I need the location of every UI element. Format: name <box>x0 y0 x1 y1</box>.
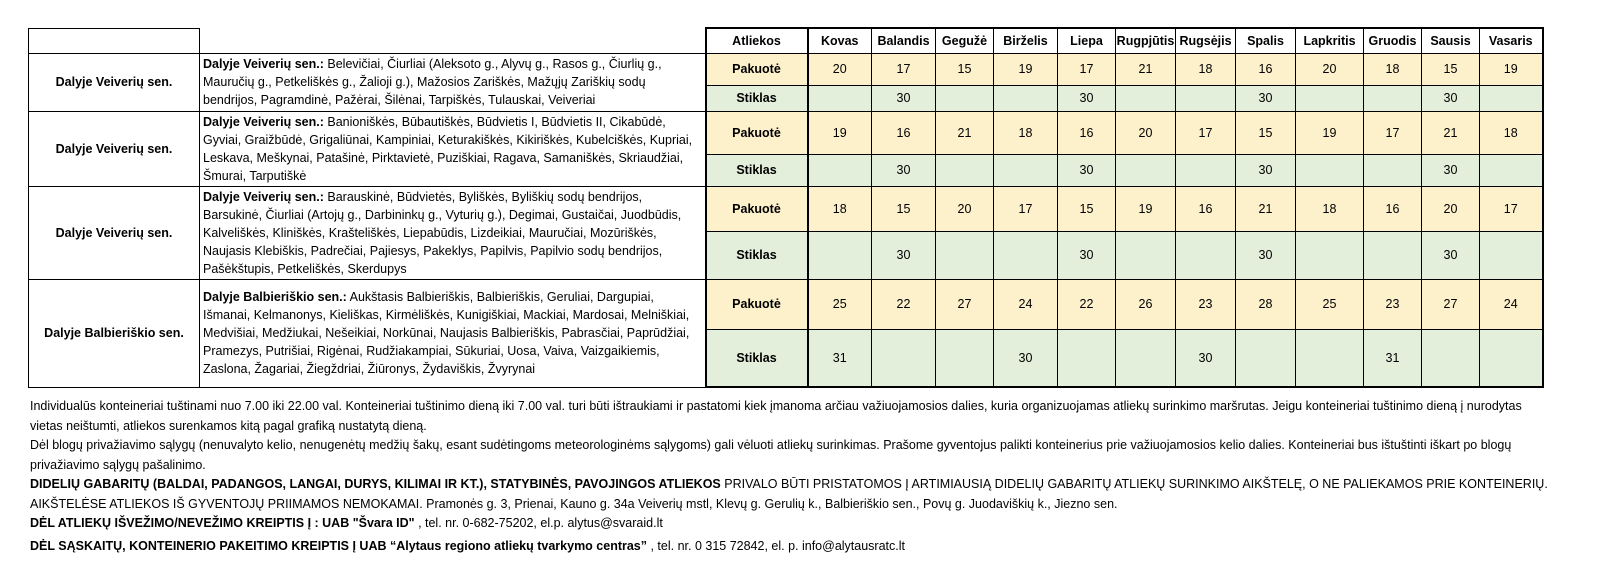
collection-day-cell <box>1296 154 1364 186</box>
collection-day-cell: 27 <box>936 279 994 329</box>
collection-day-cell <box>872 329 936 387</box>
collection-day-cell: 30 <box>872 154 936 186</box>
note-contact-svara <box>30 514 1550 534</box>
packaging-row <box>29 279 1543 329</box>
collection-day-cell: 15 <box>1422 53 1480 85</box>
collection-day-cell: 30 <box>872 232 936 279</box>
collection-day-cell: 19 <box>1480 53 1543 85</box>
collection-day-cell: 20 <box>808 53 872 85</box>
collection-day-cell: 20 <box>936 186 994 232</box>
collection-day-cell: 17 <box>1176 111 1236 154</box>
village-list <box>200 53 706 111</box>
collection-day-cell: 19 <box>1116 186 1176 232</box>
collection-day-cell <box>1176 85 1236 111</box>
note-contact-ratc-text: , tel. nr. 0 315 72842, el. p. info@alytausratc.lt <box>647 538 905 553</box>
collection-day-cell: 17 <box>872 53 936 85</box>
collection-day-cell <box>1176 154 1236 186</box>
month-header: Birželis <box>994 28 1058 53</box>
collection-day-cell: 18 <box>1364 53 1422 85</box>
collection-day-cell: 30 <box>994 329 1058 387</box>
collection-day-cell: 30 <box>1058 232 1116 279</box>
collection-day-cell <box>1480 329 1543 387</box>
collection-day-cell: 15 <box>1236 111 1296 154</box>
collection-day-cell: 30 <box>1422 154 1480 186</box>
collection-day-cell: 16 <box>1236 53 1296 85</box>
collection-day-cell: 21 <box>936 111 994 154</box>
blank-header-cell <box>200 28 706 53</box>
month-header: Lapkritis <box>1296 28 1364 53</box>
collection-day-cell: 16 <box>872 111 936 154</box>
collection-day-cell: 17 <box>994 186 1058 232</box>
collection-day-cell: 16 <box>1364 186 1422 232</box>
collection-day-cell <box>1236 329 1296 387</box>
collection-day-cell: 28 <box>1236 279 1296 329</box>
collection-day-cell <box>1296 85 1364 111</box>
village-list-text: Barauskinė, Būdvietės, Byliškės, Byliškių sodų bendrijos, Barsukinė, Čiurliai (Artojų g., Darbininkų g., Vyturių g.), Degimai, Gustaičai, Juodbūdis, Kalveliškės, Kliniškės, Krašteliškės, Liepabūdis, Lizdeikiai, Mauručiai, Mozūriškės, Naujasis Klebiškis, Padrečiai, Pajiesys, Pakeklys, Papilvis, Papilvio sodų bendrijos, Pašėkštupis, Petkeliškės, Skerdupys <box>203 189 682 276</box>
collection-day-cell: 18 <box>1176 53 1236 85</box>
collection-day-cell <box>1364 154 1422 186</box>
collection-day-cell: 15 <box>936 53 994 85</box>
note-bulky-waste <box>30 475 1550 514</box>
collection-day-cell <box>1364 85 1422 111</box>
notes-section <box>30 397 1550 556</box>
collection-day-cell: 25 <box>808 279 872 329</box>
collection-day-cell: 20 <box>1116 111 1176 154</box>
collection-day-cell <box>1116 232 1176 279</box>
collection-day-cell: 17 <box>1058 53 1116 85</box>
collection-day-cell <box>1058 329 1116 387</box>
collection-day-cell <box>1116 329 1176 387</box>
collection-day-cell: 19 <box>994 53 1058 85</box>
note-contact-svara-heading: DĖL ATLIEKŲ IŠVEŽIMO/NEVEŽIMO KREIPTIS Į : UAB "Švara ID" <box>30 516 415 530</box>
collection-day-cell <box>936 154 994 186</box>
collection-day-cell <box>936 232 994 279</box>
collection-day-cell: 26 <box>1116 279 1176 329</box>
month-header: Spalis <box>1236 28 1296 53</box>
collection-day-cell: 30 <box>1422 85 1480 111</box>
waste-type-label: Pakuotė <box>706 111 808 154</box>
village-list-prefix: Dalyje Veiverių sen.: <box>203 114 324 129</box>
collection-day-cell: 21 <box>1236 186 1296 232</box>
month-header: Liepa <box>1058 28 1116 53</box>
collection-day-cell: 30 <box>1058 154 1116 186</box>
collection-day-cell: 24 <box>994 279 1058 329</box>
month-header: Balandis <box>872 28 936 53</box>
collection-day-cell: 30 <box>1236 232 1296 279</box>
collection-schedule-table <box>28 27 1544 388</box>
note-contact-svara-text: , tel. nr. 0-682-75202, el.p. alytus@svaraid.lt <box>414 516 663 530</box>
collection-day-cell: 18 <box>994 111 1058 154</box>
collection-day-cell <box>1364 232 1422 279</box>
waste-type-label: Stiklas <box>706 85 808 111</box>
area-name: Dalyje Veiverių sen. <box>29 186 200 279</box>
packaging-row <box>29 186 1543 232</box>
collection-day-cell <box>994 85 1058 111</box>
collection-day-cell: 23 <box>1176 279 1236 329</box>
waste-type-label: Stiklas <box>706 232 808 279</box>
collection-day-cell <box>1296 232 1364 279</box>
collection-day-cell: 30 <box>1176 329 1236 387</box>
collection-day-cell: 30 <box>1058 85 1116 111</box>
collection-day-cell <box>1422 329 1480 387</box>
collection-day-cell: 22 <box>1058 279 1116 329</box>
month-header: Rugpjūtis <box>1116 28 1176 53</box>
collection-day-cell <box>1480 85 1543 111</box>
month-header: Rugsėjis <box>1176 28 1236 53</box>
waste-type-header: Atliekos <box>706 28 808 53</box>
collection-day-cell <box>808 232 872 279</box>
collection-day-cell: 20 <box>1296 53 1364 85</box>
collection-day-cell: 21 <box>1116 53 1176 85</box>
village-list <box>200 279 706 387</box>
collection-day-cell: 27 <box>1422 279 1480 329</box>
collection-day-cell: 23 <box>1364 279 1422 329</box>
village-list-prefix: Dalyje Veiverių sen.: <box>203 189 324 204</box>
note-bulky-waste-text: PRIVALO BŪTI PRISTATOMOS Į ARTIMIAUSIĄ DIDELIŲ GABARITŲ ATLIEKŲ SURINKIMO AIKŠTELĘ, O NE PALIEKAMOS PRIE KONTEINERIŲ. AIKŠTELĖSE ATLIEKOS IŠ GYVENTOJŲ PRIIMAMOS NEMOKAMAI. Pramonės g. 3, Prienai, Kauno g. 34a Veiverių mstl, Klevų g. Gerulių k., Balbieriškio sen., Povų g. Juodaviškių k., Jiezno sen. <box>30 477 1548 511</box>
collection-day-cell <box>1296 329 1364 387</box>
collection-day-cell: 18 <box>808 186 872 232</box>
village-list-text: Belevičiai, Čiurliai (Aleksoto g., Alyvų g., Rasos g., Čiurlių g., Mauručių g., Petkeliškės g., Žalioji g.), Mažosios Zariškės, Mažųjų Zariškių sodų bendrijos, Pagramdinė, Pažėrai, Šilėnai, Tarpiškės, Tulauskai, Veiveriai <box>203 57 662 107</box>
waste-type-label: Pakuotė <box>706 279 808 329</box>
collection-day-cell: 30 <box>1236 154 1296 186</box>
note-access-conditions: Dėl blogų privažiavimo sąlygų (nenuvalyto kelio, nenugenėtų medžių šakų, esant sudėtingoms meteorologinėms sąlygoms) gali vėluoti atliekų surinkimas. Prašome gyventojus palikti konteinerius prie važiuojamosios kelio dalies. Konteineriai bus ištuštinti iškart po blogų privažiavimo sąlygų pašalinimo. <box>30 438 1512 472</box>
collection-day-cell <box>1116 85 1176 111</box>
collection-day-cell: 31 <box>1364 329 1422 387</box>
village-list-prefix: Dalyje Balbieriškio sen.: <box>203 290 347 304</box>
village-list-prefix: Dalyje Veiverių sen.: <box>203 57 324 71</box>
collection-day-cell: 16 <box>1058 111 1116 154</box>
collection-day-cell <box>994 232 1058 279</box>
collection-day-cell: 30 <box>1422 232 1480 279</box>
area-name: Dalyje Veiverių sen. <box>29 53 200 111</box>
packaging-row <box>29 111 1543 154</box>
waste-type-label: Pakuotė <box>706 186 808 232</box>
collection-day-cell <box>1480 232 1543 279</box>
month-header: Sausis <box>1422 28 1480 53</box>
collection-day-cell: 21 <box>1422 111 1480 154</box>
blank-header-cell <box>29 28 200 53</box>
collection-day-cell: 20 <box>1422 186 1480 232</box>
area-name: Dalyje Balbieriškio sen. <box>29 279 200 387</box>
village-list-text: Banioniškės, Būbautiškės, Būdvietis I, Būdvietis II, Cikabūdė, Gyviai, Graižbūdė, Grigaliūnai, Kampiniai, Keturakiškės, Kikiriškės, Kubelciškės, Kupriai, Leskava, Meškynai, Patašinė, Pirktavietė, Puziškiai, Ragava, Samaniškės, Skriaudžiai, Šmurai, Tarputiškė <box>203 114 693 183</box>
waste-type-label: Stiklas <box>706 154 808 186</box>
waste-type-label: Stiklas <box>706 329 808 387</box>
collection-day-cell: 18 <box>1296 186 1364 232</box>
collection-day-cell: 17 <box>1480 186 1543 232</box>
month-header: Gruodis <box>1364 28 1422 53</box>
collection-day-cell: 16 <box>1176 186 1236 232</box>
note-bulky-waste-heading: DIDELIŲ GABARITŲ (BALDAI, PADANGOS, LANGAI, DURYS, KILIMAI IR KT.), STATYBINĖS, PAVOJINGOS ATLIEKOS <box>30 477 721 491</box>
village-list <box>200 111 706 186</box>
collection-day-cell: 30 <box>1236 85 1296 111</box>
waste-type-label: Pakuotė <box>706 53 808 85</box>
collection-day-cell: 24 <box>1480 279 1543 329</box>
collection-day-cell <box>808 85 872 111</box>
collection-day-cell <box>1116 154 1176 186</box>
collection-day-cell: 25 <box>1296 279 1364 329</box>
collection-day-cell <box>1480 154 1543 186</box>
collection-day-cell: 19 <box>1296 111 1364 154</box>
month-header: Vasaris <box>1480 28 1543 53</box>
collection-day-cell: 15 <box>1058 186 1116 232</box>
packaging-row <box>29 53 1543 85</box>
collection-day-cell: 17 <box>1364 111 1422 154</box>
collection-day-cell: 15 <box>872 186 936 232</box>
collection-day-cell: 30 <box>872 85 936 111</box>
collection-day-cell <box>1176 232 1236 279</box>
table-header-row <box>29 28 1543 53</box>
note-container-hours: Individualūs konteineriai tuštinami nuo 7.00 iki 22.00 val. Konteineriai tuštinimo dieną iki 7.00 val. turi būti ištraukiami ir pastatomi kiek įmanoma arčiau važiuojamosios dalies, kuria organizuojamas atliekų surinkimo maršrutas. Jeigu konteineriai tuštinimo dieną į nurodytas vietas neištumti, atliekos surenkamos kitą pagal grafiką nustatytą dieną. <box>30 399 1522 433</box>
collection-day-cell: 31 <box>808 329 872 387</box>
village-list-text: Aukštasis Balbieriškis, Balbieriškis, Geruliai, Dargupiai, Išmanai, Kelmanonys, Kieliškas, Kirmėliškės, Kunigiškiai, Mackiai, Mardosai, Melniškiai, Medvišiai, Medžiukai, Nešeikiai, Norkūnai, Naujasis Balbieriškis, Pabrasčiai, Paprūdžiai, Pramezys, Putrišiai, Rigėnai, Rudžiakampiai, Sūkuriai, Uosa, Vaiva, Vaizgaikiemis, Zaslona, Žagariai, Žiegždriai, Žiūronys, Žydaviškis, Žvyrynai <box>203 290 690 376</box>
area-name: Dalyje Veiverių sen. <box>29 111 200 186</box>
month-header: Gegužė <box>936 28 994 53</box>
collection-day-cell <box>936 85 994 111</box>
collection-day-cell: 18 <box>1480 111 1543 154</box>
village-list <box>200 186 706 279</box>
month-header: Kovas <box>808 28 872 53</box>
collection-day-cell <box>994 154 1058 186</box>
collection-day-cell <box>808 154 872 186</box>
note-contact-ratc <box>30 537 1550 557</box>
note-contact-ratc-heading: DĖL SĄSKAITŲ, KONTEINERIO PAKEITIMO KREIPTIS Į UAB “Alytaus regiono atliekų tvarkymo centras” <box>30 538 648 553</box>
collection-day-cell: 19 <box>808 111 872 154</box>
collection-day-cell <box>936 329 994 387</box>
collection-day-cell: 22 <box>872 279 936 329</box>
